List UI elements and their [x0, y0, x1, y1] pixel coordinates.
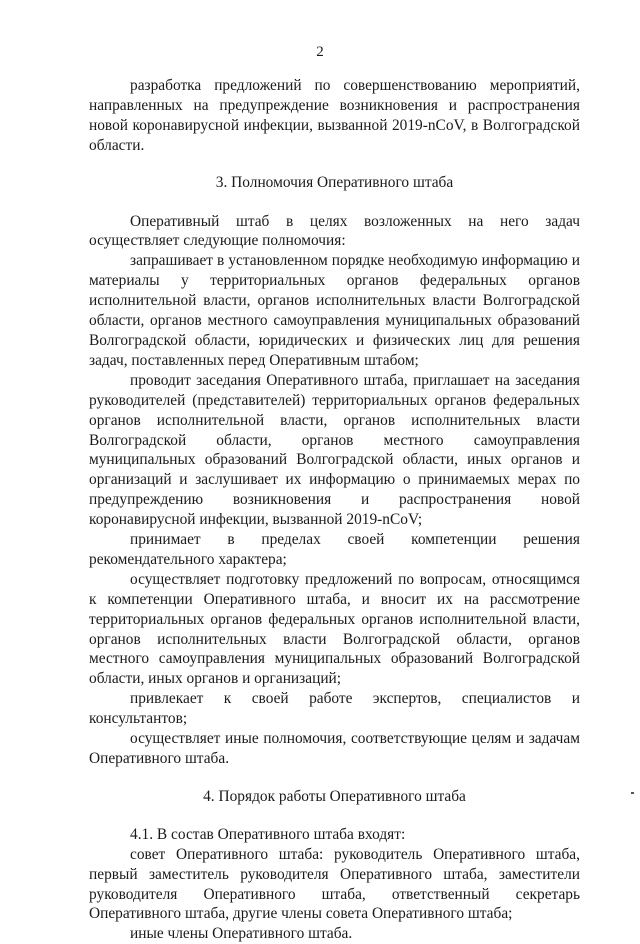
document-body: [89, 76, 580, 944]
paragraph: проводит заседания Оперативного штаба, приглашает на заседания руководителей (представителей) территориальных органов федеральных органов исполнительной власти, органов исполнительных власти Волгоградской области, органов местного самоуправления муниципальных образований Волгоградской области, иных органов и организаций и заслушивает их информацию о принимаемых мерах по предупреждению возникновения и распространения новой коронавирусной инфекции, вызванной 2019-nCoV;: [89, 371, 580, 529]
paragraph: 4.1. В состав Оперативного штаба входят:: [130, 825, 406, 843]
page-number: 2: [316, 44, 324, 60]
paragraph: запрашивает в установленном порядке необходимую информацию и материалы у территориальных органов федеральных органов исполнительной власти, органов исполнительных власти Волгоградской области, органов местного самоуправления муниципальных образований Волгоградской области, юридических и физических лиц для решения задач, поставленных перед Оперативным штабом;: [89, 252, 580, 369]
section-heading-3: 3. Полномочия Оперативного штаба: [215, 173, 454, 191]
paragraph: осуществляет иные полномочия, соответствующие целям и задачам Оперативного штаба.: [89, 730, 580, 767]
paragraph: привлекает к своей работе экспертов, специалистов и консультантов;: [89, 690, 580, 728]
scan-edge-mark: [631, 792, 634, 794]
paragraph: Оперативный штаб в целях возложенных на него задач осуществляет следующие полномочия:: [89, 212, 580, 250]
paragraph: осуществляет подготовку предложений по вопросам, относящимся к компетенции Оперативного штаба, и вносит их на рассмотрение территориальных органов федеральных органов исполнительной власти, органов исполнительных власти Волгоградской области, органов местного самоуправления муниципальных образований Волгоградской области, иных органов и организаций;: [89, 570, 580, 688]
paragraph: разработка предложений по совершенствованию мероприятий, направленных на предупреждение возникновения и распространения новой коронавирусной инфекции, вызванной 2019-nCoV, в Волгоградской области.: [89, 77, 580, 154]
paragraph: иные члены Оперативного штаба.: [130, 925, 353, 943]
paragraph: принимает в пределах своей компетенции решения рекомендательного характера;: [89, 531, 580, 568]
paragraph: совет Оперативного штаба: руководитель Оперативного штаба, первый заместитель руководителя Оперативного штаба, заместители руководителя Оперативного штаба, ответственный секретарь Оперативного штаба, другие члены совета Оперативного штаба;: [89, 845, 580, 923]
section-heading-4: 4. Порядок работы Оперативного штаба: [203, 787, 466, 805]
